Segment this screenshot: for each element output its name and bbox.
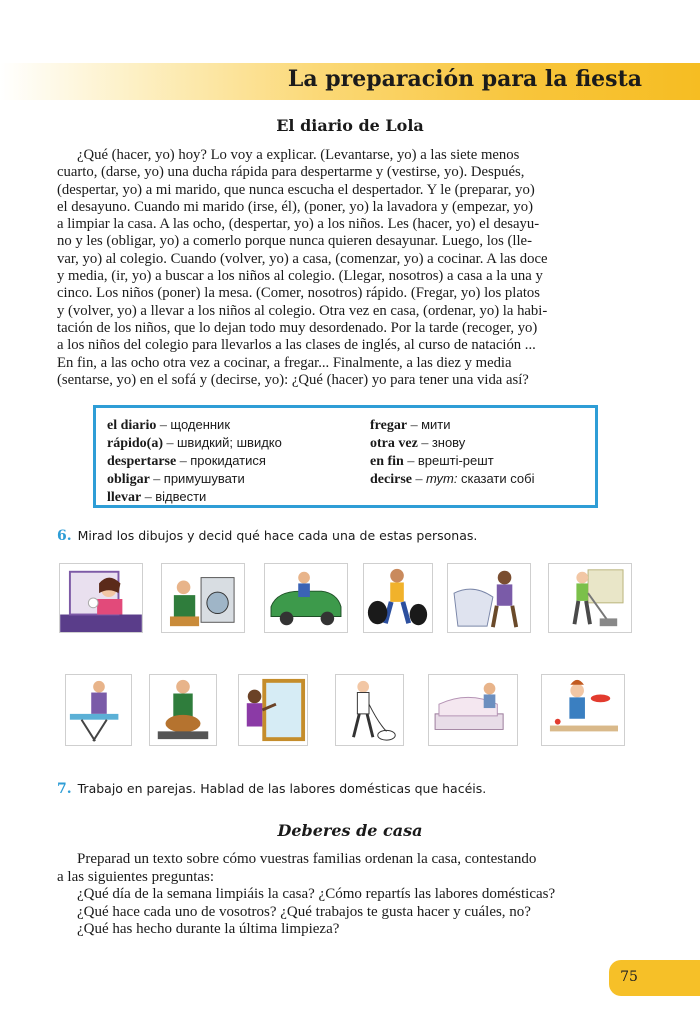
homework-title: Deberes de casa: [277, 821, 423, 840]
vocab-translation: сказати собі: [460, 471, 535, 486]
woman-cleaning-window-illustration: [239, 675, 307, 745]
homework-question: ¿Qué día de la semana limpiáis la casa? ¿Cómo repartís las labores domésticas?: [77, 886, 556, 903]
vocabulary-column-right: [370, 416, 534, 488]
homework-line: Preparad un texto sobre cómo vuestras familias ordenan la casa, contestando: [77, 851, 537, 867]
girl-cleaning-mirror-illustration: [60, 564, 142, 632]
task-text: Trabajo en parejas. Hablad de las labores domésticas que hacéis.: [77, 781, 487, 796]
picture-man-walking-dog: [335, 674, 404, 746]
vocab-dash: –: [153, 472, 161, 487]
task-6: [57, 528, 477, 544]
vocab-dash: –: [144, 490, 152, 505]
diary-line: a limpiar la casa. A las ocho, (despertar, yo) a los niños. Les (hacer, yo) el desayu-: [57, 216, 540, 233]
diary-text: [57, 147, 642, 389]
vocab-term: el diario: [107, 418, 157, 433]
vocab-translation: швидкий; швидко: [177, 435, 282, 450]
diary-line: (sentarse, yo) en el sofá y (decirse, yo): ¿Qué (hacer) yo para tener una vida así?: [57, 371, 529, 388]
man-loading-washer-illustration: [162, 564, 244, 632]
vocab-dash: –: [166, 436, 174, 451]
vocab-translation: врешті-решт: [417, 453, 494, 468]
homework-question: ¿Qué has hecho durante la última limpieza?: [77, 921, 340, 938]
picture-woman-ironing: [65, 674, 132, 746]
diary-line: y media, (ir, yo) a buscar a los niños al colegio. (Llegar, nosotros) a casa a la una y: [57, 268, 543, 285]
vocab-dash: –: [410, 418, 418, 433]
vocab-term: llevar: [107, 490, 142, 505]
vocab-dash: –: [415, 472, 423, 487]
vocab-item: [107, 434, 282, 452]
homework-text: [57, 851, 647, 939]
vocab-term: fregar: [370, 418, 408, 433]
task-number: 6.: [57, 528, 72, 544]
vocab-translation: щоденник: [170, 417, 231, 432]
diary-line: y (volver, yo) a llevar a los niños al colegio. Otra vez en casa, (ordenar, yo) la habi-: [57, 302, 548, 319]
woman-dusting-sheets-illustration: [448, 564, 530, 632]
page-title: La preparación para la fiesta: [287, 66, 642, 92]
vocab-translation: мити: [421, 417, 451, 432]
vocab-item: [370, 452, 534, 470]
homework-question: ¿Qué hace cada uno de vosotros? ¿Qué trabajos te gusta hacer y cuáles, no?: [77, 903, 531, 920]
vocab-item: [370, 434, 534, 452]
man-washing-car-illustration: [265, 564, 347, 632]
picture-woman-cleaning-window: [238, 674, 308, 746]
vocab-term: despertarse: [107, 454, 177, 469]
homework-line: a las siguientes preguntas:: [57, 868, 215, 885]
vocabulary-column-left: [107, 416, 282, 506]
task-number: 7.: [57, 781, 72, 797]
diary-line: (despertar, yo) a mi marido, que nunca escucha el despertador. Y le (preparar, yo): [57, 181, 535, 198]
vocab-translation: примушувати: [163, 471, 245, 486]
page-number: 75: [620, 969, 638, 985]
picture-man-making-bed: [428, 674, 518, 746]
picture-woman-vacuuming: [548, 563, 632, 633]
vocab-dash: –: [179, 454, 187, 469]
vocab-item: [370, 416, 534, 434]
vocab-term: en fin: [370, 454, 404, 469]
woman-setting-table-illustration: [542, 675, 624, 745]
vocab-item: [107, 470, 282, 488]
picture-boy-carrying-trash-bags: [363, 563, 433, 633]
diary-title: El diario de Lola: [276, 116, 424, 135]
task-7: [57, 781, 486, 797]
diary-line: En fin, a las ocho otra vez a cocinar, a fregar... Finalmente, a las diez y media: [57, 354, 512, 371]
task-text: Mirad los dibujos y decid qué hace cada una de estas personas.: [77, 528, 478, 543]
boy-carrying-trash-bags-illustration: [364, 564, 432, 632]
man-making-bed-illustration: [429, 675, 517, 745]
vocab-term: decirse: [370, 472, 412, 487]
diary-line: cuarto, (darse, yo) una ducha rápida para despertarme y (vestirse, yo). Después,: [57, 164, 525, 181]
vocab-dash: –: [159, 418, 167, 433]
vocab-term: otra vez: [370, 436, 418, 451]
picture-man-cooking-turkey: [149, 674, 217, 746]
picture-man-washing-car: [264, 563, 348, 633]
vocab-translation: знову: [431, 435, 466, 450]
vocab-item: [107, 488, 282, 506]
diary-line: a los niños del colegio para llevarlos a las clases de inglés, al curso de natación ...: [57, 337, 536, 354]
vocab-item: [370, 470, 534, 488]
woman-ironing-illustration: [66, 675, 131, 745]
man-cooking-turkey-illustration: [150, 675, 216, 745]
vocab-item: [107, 452, 282, 470]
diary-line: no y les (obligar, yo) a comerlo porque nunca quieren desayunar. Luego, los (lle-: [57, 233, 532, 250]
diary-line: el desayuno. Cuando mi marido (irse, él), (poner, yo) la lavadora y (empezar, yo): [57, 198, 533, 215]
vocab-translation: відвести: [155, 489, 207, 504]
picture-man-loading-washer: [161, 563, 245, 633]
vocab-term: rápido(a): [107, 436, 163, 451]
man-walking-dog-illustration: [336, 675, 403, 745]
vocab-item: [107, 416, 282, 434]
picture-girl-cleaning-mirror: [59, 563, 143, 633]
vocab-note: тут:: [425, 471, 458, 486]
picture-woman-setting-table: [541, 674, 625, 746]
picture-woman-dusting-sheets: [447, 563, 531, 633]
diary-line: tación de los niños, que lo dejan todo muy desordenado. Por la tarde (recoger, yo): [57, 319, 538, 336]
vocab-term: obligar: [107, 472, 150, 487]
vocab-dash: –: [421, 436, 429, 451]
diary-line: cinco. Los niños (poner) la mesa. (Comer, nosotros) rápido. (Fregar, yo) los platos: [57, 285, 540, 302]
vocab-translation: прокидатися: [190, 453, 266, 468]
diary-line: ¿Qué (hacer, yo) hoy? Lo voy a explicar. (Levantarse, yo) a las siete menos: [77, 147, 520, 163]
woman-vacuuming-illustration: [549, 564, 631, 632]
vocab-dash: –: [407, 454, 415, 469]
vocabulary-box: [93, 405, 598, 508]
diary-line: var, yo) al colegio. Cuando (volver, yo) a casa, (comenzar, yo) a cocinar. A las doce: [57, 250, 548, 267]
